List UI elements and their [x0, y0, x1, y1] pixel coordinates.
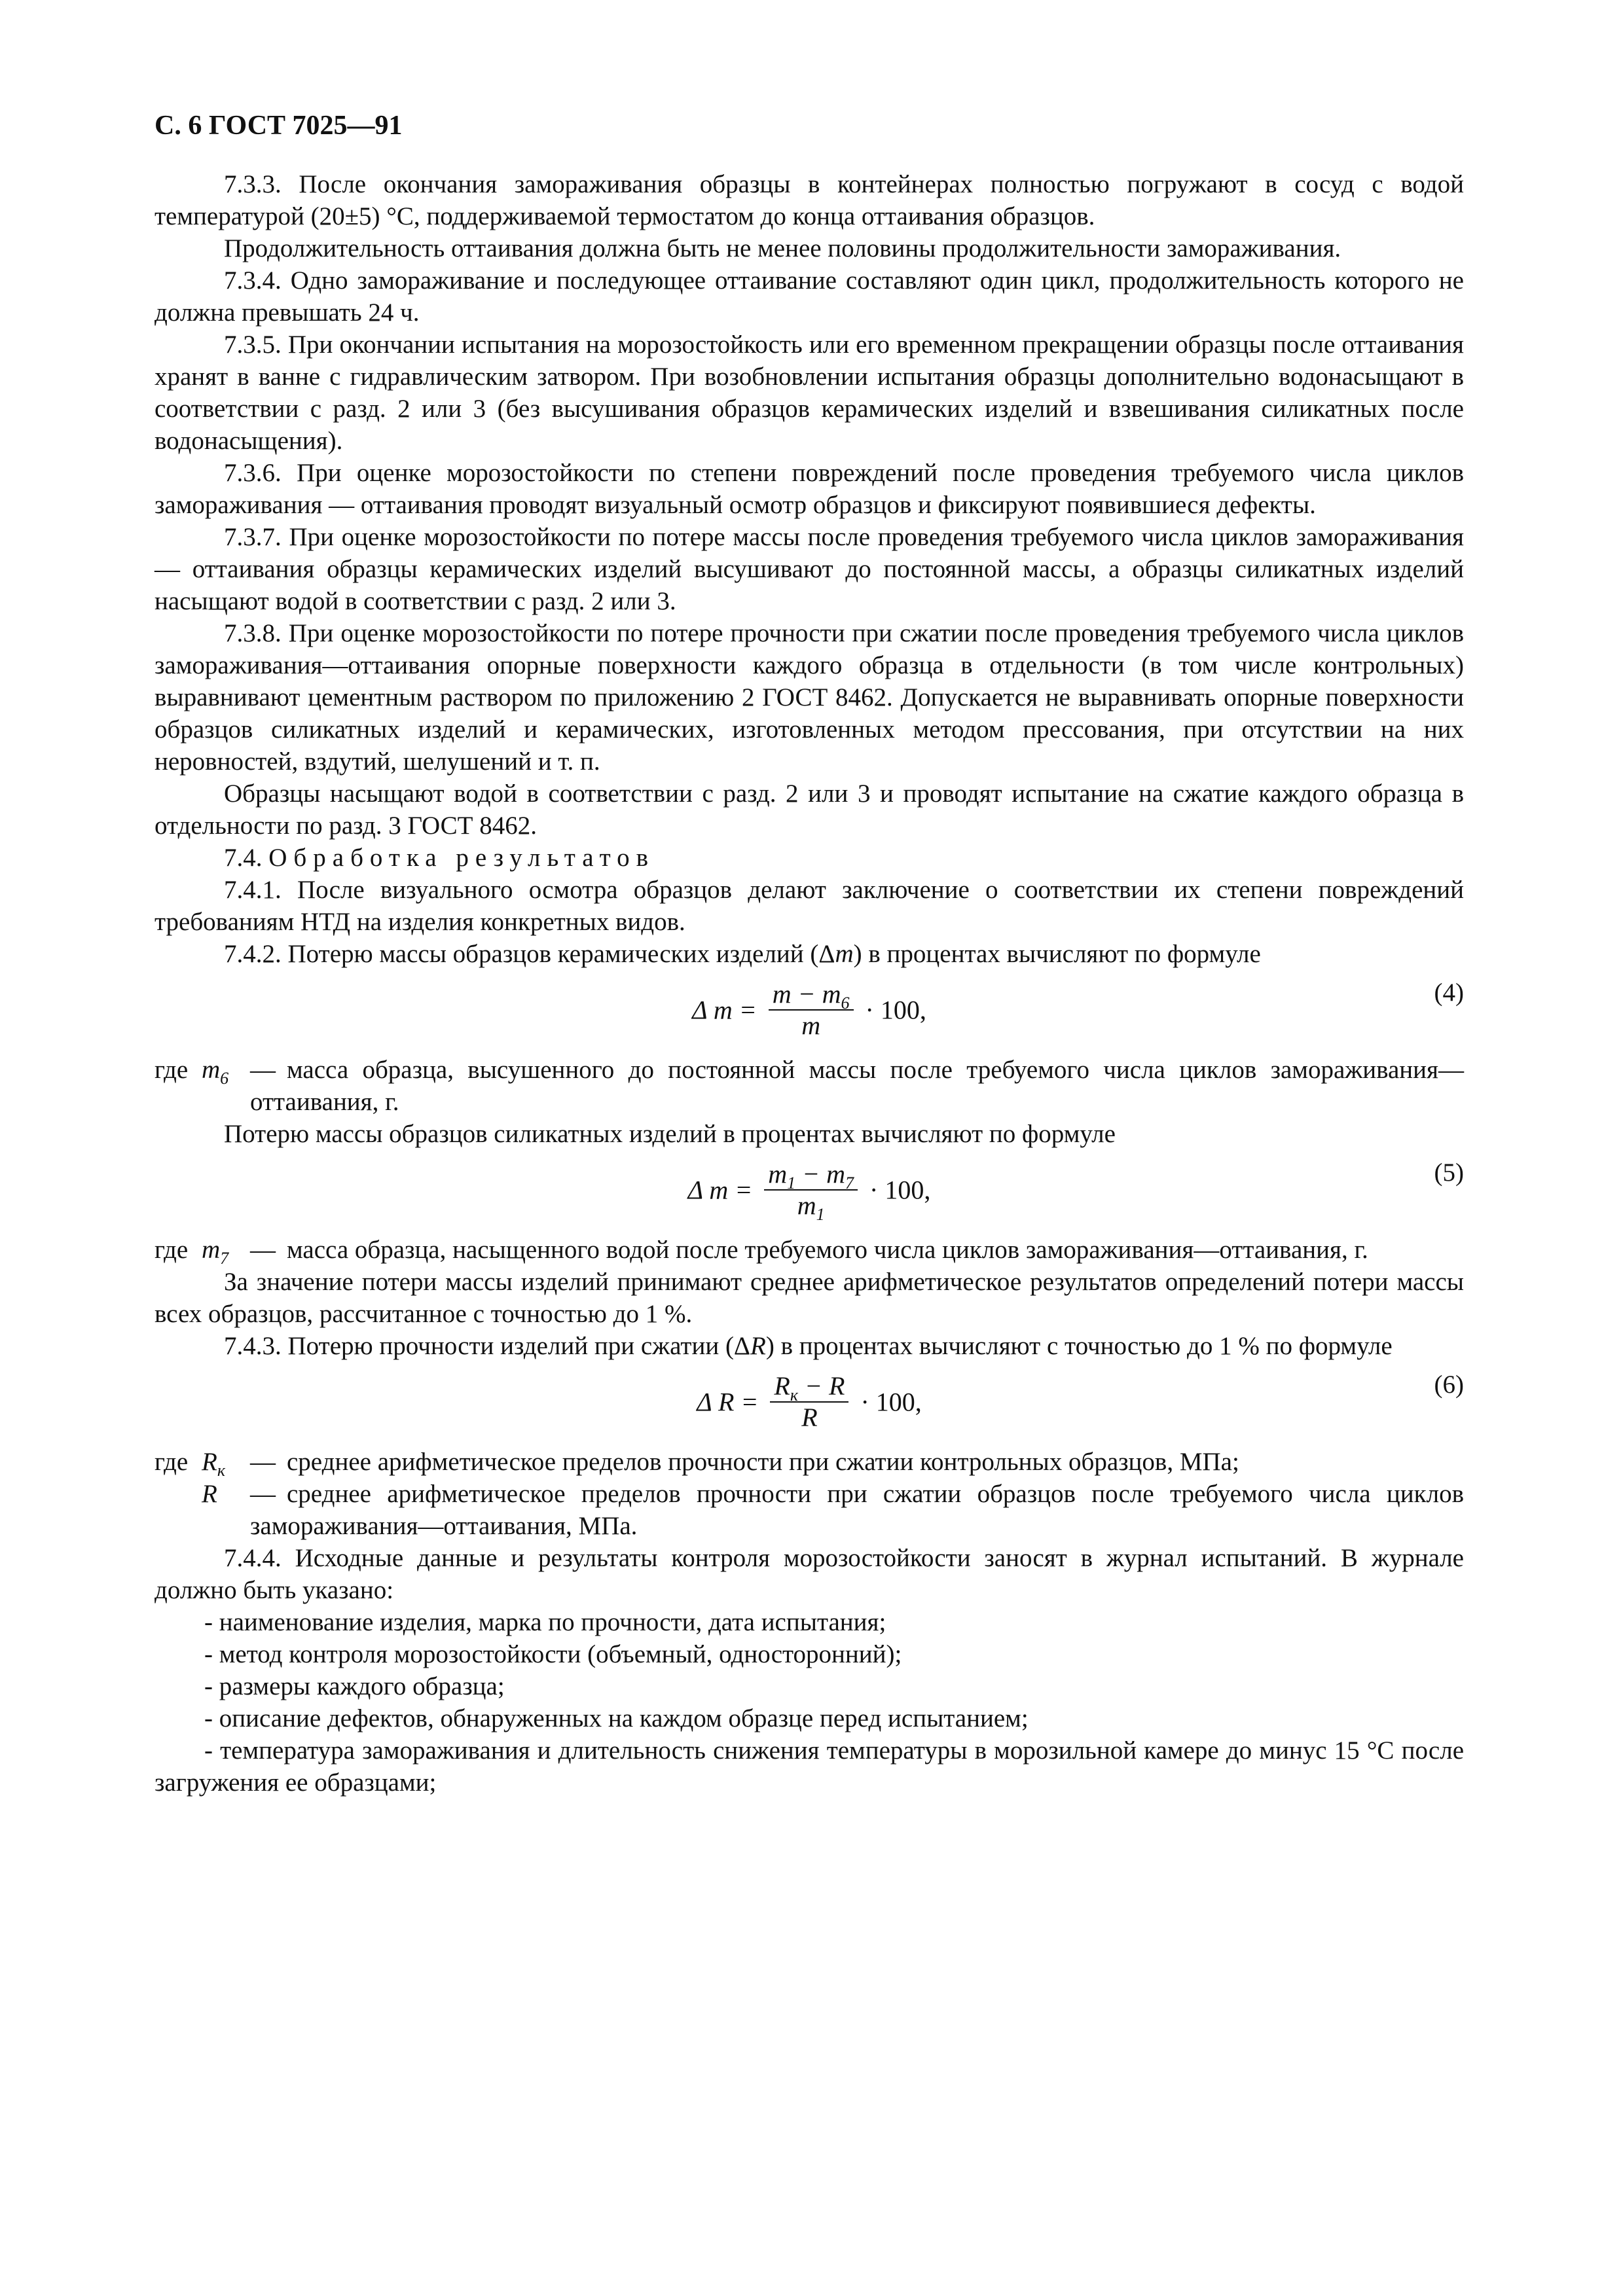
fraction: $\frac{R_к - R}{R}$: [770, 1371, 848, 1433]
paragraph-7-3-7: 7.3.7. При оценке морозостойкости по потере массы после проведения требуемого числа циклов замораживания — оттаивания образцы керамических изделий высушивают до постоянной массы, а образцы силикатных изделий насыщают водой в соответствии с разд. 2 или 3.: [155, 523, 1464, 615]
formula-lhs: Δ m =: [692, 995, 757, 1025]
equation-number: (5): [1434, 1158, 1464, 1187]
fraction: $\frac{m_1 - m_7}{m_1}$: [764, 1159, 858, 1221]
list-item: - наименование изделия, марка по прочности, дата испытания;: [204, 1608, 886, 1636]
paragraph-7-3-8: 7.3.8. При оценке морозостойкости по потере прочности при сжатии после проведения требуемого числа циклов замораживания—оттаивания опорные поверхности каждого образца в отдельности (в том числе контрольных) выравнивают цементным раствором по приложению 2 ГОСТ 8462. Допускается не выравнивать опорные поверхности образцов силикатных изделий и керамических, изготовленных методом прессования, при отсутствии на них неровностей, вздутий, шелушений и т. п.: [155, 619, 1464, 776]
journal-list: [155, 1606, 1464, 1799]
paragraph-thaw-duration: Продолжительность оттаивания должна быть не менее половины продолжительности замораживания.: [224, 234, 1341, 262]
paragraph-7-3-3: 7.3.3. После окончания замораживания образцы в контейнерах полностью погружают в сосуд с водой температурой (20±5) °С, поддерживаемой термостатом до конца оттаивания образцов.: [155, 170, 1464, 230]
formula-lhs: Δ R =: [697, 1387, 759, 1417]
formula-tail: · 100,: [865, 995, 926, 1025]
paragraph-7-3-6: 7.3.6. При оценке морозостойкости по степени повреждений после проведения требуемого числа циклов замораживания — оттаивания проводят визуальный осмотр образцов и фиксируют появившиеся дефекты.: [155, 459, 1464, 519]
paragraph-silicate: Потерю массы образцов силикатных изделий в процентах вычисляют по формуле: [224, 1120, 1116, 1148]
formula-6: [155, 1369, 1464, 1441]
definition-r-symbol: R: [202, 1480, 217, 1508]
formula-tail: · 100,: [860, 1387, 922, 1417]
formula-tail: · 100,: [869, 1175, 931, 1205]
paragraph-7-4-4: 7.4.4. Исходные данные и результаты контроля морозостойкости заносят в журнал испытаний. В журнале должно быть указано:: [155, 1544, 1464, 1604]
paragraph-saturation: Образцы насыщают водой в соответствии с разд. 2 или 3 и проводят испытание на сжатие каждого образца в отдельности по разд. 3 ГОСТ 8462.: [155, 780, 1464, 840]
list-item: - температура замораживания и длительность снижения температуры в морозильной камере до минус 15 °С после загружения ее образцами;: [155, 1736, 1464, 1797]
equation-number: (4): [1434, 978, 1464, 1007]
formula-4: [155, 977, 1464, 1049]
fraction: $\frac{m - m_6}{m}$: [769, 979, 854, 1041]
formula-lhs: Δ m =: [687, 1175, 753, 1205]
paragraph-7-4-3: 7.4.3. Потерю прочности изделий при сжатии (ΔR) в процентах вычисляют с точностью до 1 % по формуле: [224, 1332, 1393, 1360]
paragraph-7-4-1: 7.4.1. После визуального осмотра образцов делают заключение о соответствии их степени повреждений требованиям НТД на изделия конкретных видов.: [155, 876, 1464, 936]
section-7-4-heading: [155, 842, 1464, 874]
list-item: - размеры каждого образца;: [204, 1672, 505, 1700]
formula-5: [155, 1157, 1464, 1229]
equation-number: (6): [1434, 1371, 1464, 1399]
section-title: Обработка результатов: [268, 844, 655, 872]
document-page: [155, 110, 1464, 1799]
definition-m7: где $m_7$ — масса образца, насыщенного водой после требуемого числа циклов замораживания—оттаивания, г.: [155, 1236, 1368, 1268]
section-number: 7.4.: [224, 844, 263, 872]
definition-rk: где $R_к$ — среднее арифметическое пределов прочности при сжатии контрольных образцов, МПа; R — среднее арифметическое пределов прочности при сжатии образцов после требуемого числа циклов замораживания—оттаивания, МПа.: [155, 1446, 1464, 1542]
paragraph-7-3-5: 7.3.5. При окончании испытания на морозостойкость или его временном прекращении образцы после оттаивания хранят в ванне с гидравлическим затвором. При возобновлении испытания образцы дополнительно водонасыщают в соответствии с разд. 2 или 3 (без высушивания образцов керамических изделий и взвешивания силикатных после водонасыщения).: [155, 331, 1464, 455]
paragraph-7-4-2: 7.4.2. Потерю массы образцов керамических изделий (Δm) в процентах вычисляют по формуле: [224, 940, 1261, 968]
paragraph-mean: За значение потери массы изделий принимают среднее арифметическое результатов определений потери массы всех образцов, рассчитанное с точностью до 1 %.: [155, 1268, 1464, 1328]
definition-m6: где $m_6$ — масса образца, высушенного до постоянной массы после требуемого числа циклов замораживания—оттаивания, г.: [155, 1056, 1464, 1116]
list-item: - метод контроля морозостойкости (объемный, односторонний);: [204, 1640, 902, 1668]
paragraph-7-3-4: 7.3.4. Одно замораживание и последующее оттаивание составляют один цикл, продолжительность которого не должна превышать 24 ч.: [155, 266, 1464, 327]
page-header: С. 6 ГОСТ 7025—91: [155, 111, 403, 141]
list-item: - описание дефектов, обнаруженных на каждом образце перед испытанием;: [204, 1704, 1029, 1732]
definition-r: — среднее арифметическое пределов прочности при сжатии образцов после требуемого числа циклов замораживания—оттаивания, МПа.: [250, 1480, 1464, 1540]
